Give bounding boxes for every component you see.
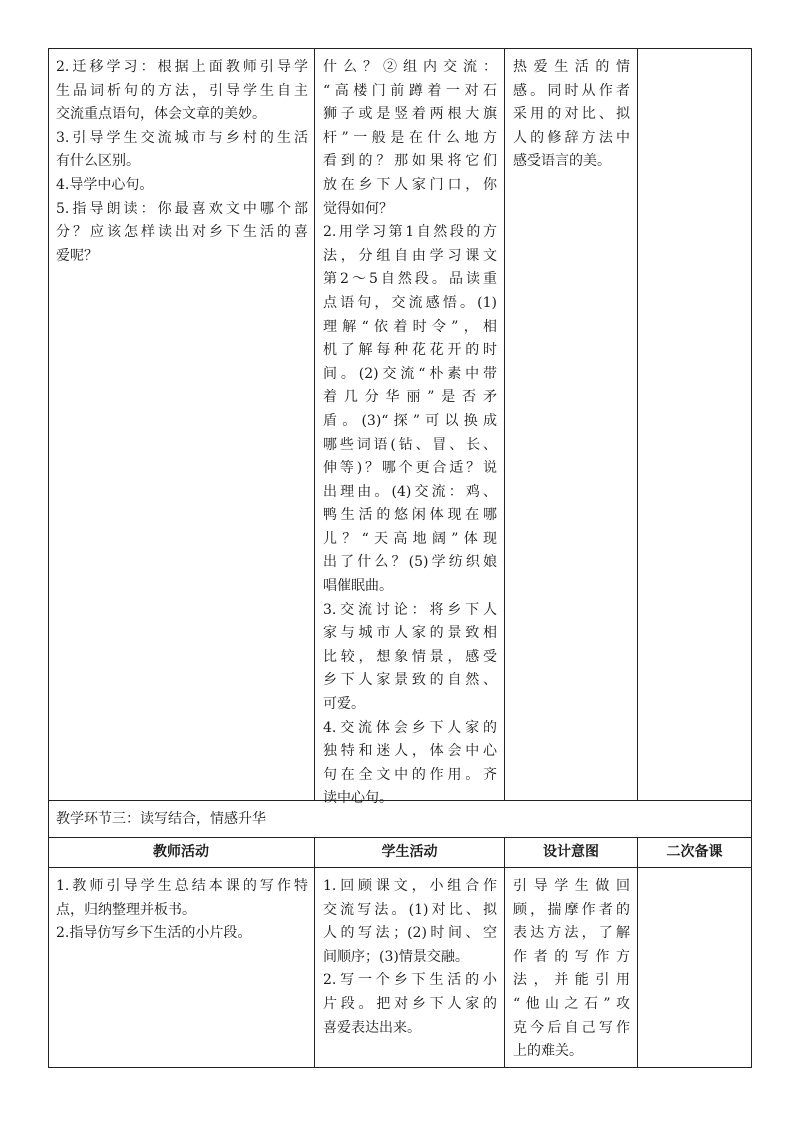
text-line: 家与城市人家的景致相: [323, 625, 497, 642]
text-line: 点，归纳整理并板书。: [56, 901, 196, 918]
student-activity-cell: [323, 875, 497, 1040]
text-line: 2.写一个乡下生活的小: [323, 972, 497, 989]
text-line: 什么？②组内交流：: [323, 59, 497, 75]
header-teacher-activity: 教师活动: [153, 844, 209, 860]
text-line: 片段。把对乡下人家的: [323, 995, 497, 1012]
text-line: 作者的写作方: [513, 948, 630, 965]
design-intent-cell: [513, 56, 630, 174]
text-line: 觉得如何？: [323, 200, 393, 217]
text-line: 顾，揣摩作者的: [513, 901, 630, 918]
row-divider: [48, 867, 752, 868]
header-second-prep: 二次备课: [666, 844, 723, 860]
text-line: 1.教师引导学生总结本课的写作特: [56, 878, 308, 894]
text-line: 理解“依着时令”，相: [323, 318, 497, 335]
text-line: 5.指导朗读：你最喜欢文中哪个部: [56, 200, 308, 217]
text-line: 上的难关。: [513, 1043, 583, 1060]
text-line: 克今后自己写作: [513, 1019, 630, 1036]
text-line: 生品词析句的方法，引导学生自主: [56, 82, 308, 99]
text-line: 感受语言的美。: [513, 153, 611, 170]
text-line: 热爱生活的情: [513, 59, 630, 75]
lesson-plan-table: [48, 48, 752, 1068]
column-divider: [637, 48, 638, 800]
row-divider: [48, 837, 752, 838]
text-line: 表达方法，了解: [513, 925, 630, 942]
text-line: 2.用学习第1自然段的方: [323, 224, 497, 241]
text-line: 喜爱表达出来。: [323, 1019, 421, 1036]
text-line: 伸等)？哪个更合适？说: [323, 460, 497, 477]
text-line: 儿？“天高地阔”体现: [323, 530, 497, 547]
text-line: 句在全文中的作用。齐: [323, 766, 497, 783]
text-line: 采用的对比、拟: [513, 106, 630, 123]
column-divider: [637, 837, 638, 1068]
text-line: 鸭生活的悠闲体现在哪: [323, 507, 497, 524]
table-border-right: [751, 48, 752, 1068]
text-line: 第2～5自然段。品读重: [323, 271, 497, 288]
text-line: 4.交流体会乡下人家的: [323, 719, 497, 736]
text-line: 间。(2)交流“朴素中带: [323, 365, 497, 382]
text-line: 机了解每种花花开的时: [323, 342, 497, 359]
text-line: 唱催眠曲。: [323, 578, 393, 595]
column-divider: [314, 48, 315, 800]
table-border-left: [48, 48, 49, 1068]
student-activity-cell: [323, 56, 497, 811]
text-line: 间顺序；(3)情景交融。: [323, 948, 469, 965]
text-line: 交流重点语句，体会文章的美妙。: [56, 106, 266, 123]
text-line: 引导学生做回: [513, 878, 630, 894]
text-line: 法，分组自由学习课文: [323, 247, 497, 264]
table-border-top: [48, 48, 752, 49]
column-divider: [504, 48, 505, 800]
text-line: 交流写法。(1)对比、拟: [323, 901, 497, 918]
text-line: 盾。(3)“探”可以换成: [323, 412, 497, 429]
text-line: 法，并能引用: [513, 972, 630, 989]
column-divider: [314, 837, 315, 1068]
text-line: 放在乡下人家门口，你: [323, 176, 497, 193]
text-line: 分？应该怎样读出对乡下生活的喜: [56, 224, 308, 241]
segment-title: 教学环节三：读写结合，情感升华: [56, 811, 266, 827]
text-line: 比较，想象情景，感受: [323, 648, 497, 665]
text-line: 3.引导学生交流城市与乡村的生活: [56, 129, 308, 146]
header-design-intent: 设计意图: [543, 844, 599, 860]
text-line: 看到的？那如果将它们: [323, 153, 497, 170]
text-line: 出理由。(4)交流：鸡、: [323, 483, 497, 500]
text-line: 读中心句。: [323, 790, 393, 807]
text-line: 着几分华丽”是否矛: [323, 389, 497, 406]
text-line: “他山之石”攻: [513, 995, 630, 1012]
text-line: 杆”一般是在什么地方: [323, 129, 497, 146]
text-line: 2.迁移学习：根据上面教师引导学: [56, 59, 308, 75]
text-line: 人的修辞方法中: [513, 129, 630, 146]
teacher-activity-cell: [56, 875, 308, 946]
text-line: 爱呢？: [56, 247, 98, 264]
text-line: 1.回顾课文，小组合作: [323, 878, 497, 894]
design-intent-cell: [513, 875, 630, 1064]
text-line: 点语句，交流感悟。(1): [323, 294, 497, 311]
text-line: “高楼门前蹲着一对石: [323, 82, 497, 99]
table-border-bottom: [48, 1067, 752, 1068]
header-student-activity: 学生活动: [381, 844, 438, 860]
column-divider: [504, 837, 505, 1068]
text-line: 乡下人家景致的自然、: [323, 672, 497, 689]
text-line: 独特和迷人，体会中心: [323, 743, 497, 760]
text-line: 狮子或是竖着两根大旗: [323, 106, 497, 123]
text-line: 哪些词语(钻、冒、长、: [323, 436, 497, 453]
text-line: 有什么区别。: [56, 153, 140, 170]
text-line: 2.指导仿写乡下生活的小片段。: [56, 925, 252, 942]
teacher-activity-cell: [56, 56, 308, 268]
text-line: 感。同时从作者: [513, 82, 630, 99]
text-line: 3.交流讨论：将乡下人: [323, 601, 497, 618]
text-line: 出了什么？(5)学纺织娘: [323, 554, 497, 571]
text-line: 可爱。: [323, 696, 365, 713]
text-line: 4.导学中心句。: [56, 176, 154, 193]
text-line: 人的写法；(2)时间、空: [323, 925, 497, 942]
